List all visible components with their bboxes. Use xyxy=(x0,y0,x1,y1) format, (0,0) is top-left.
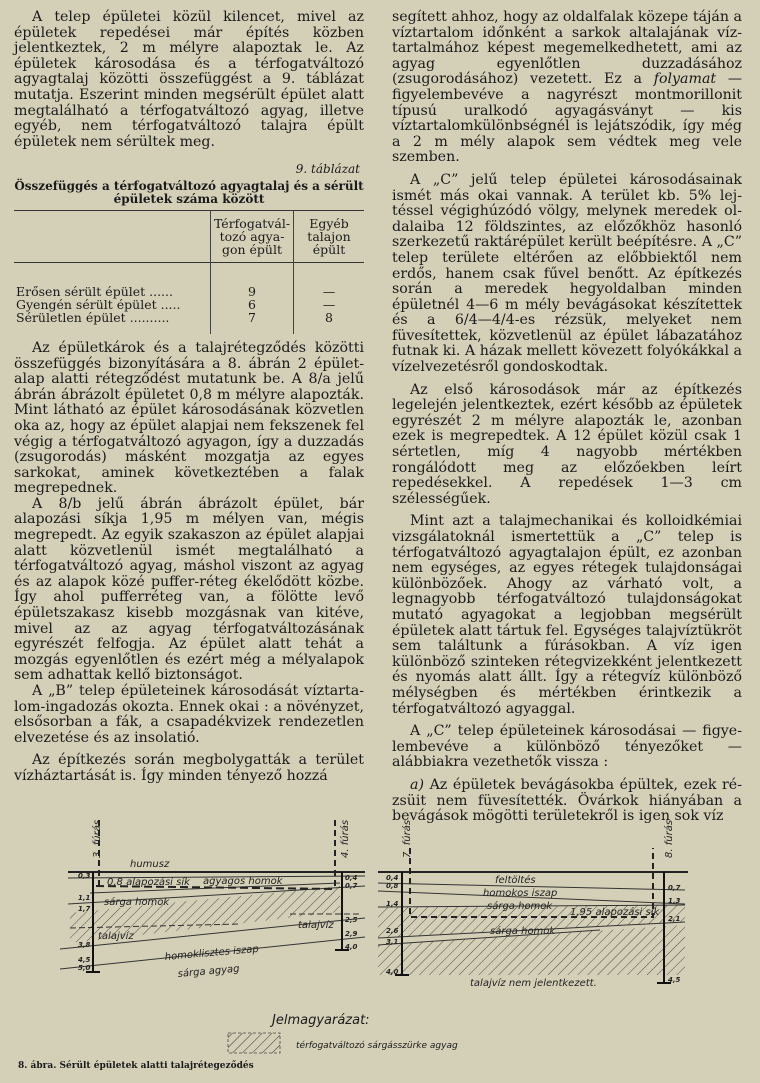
text-run: — figyelembevéve a nagyrészt montmorillonit típusú uralkodó agyagásványt — kis víztartalomkülönbségnél is lejátszódik, így még a 2 m mély alapok sem védtek meg vele szemben. xyxy=(392,71,743,166)
legend-title: Jelmagyarázat: xyxy=(272,1013,370,1028)
text-run: segített ahhoz, hogy az oldalfalak közepe táján a víztartalom időnként a sarkok altalajának víztartalmához képest megemelkedhetett, ami az agyag egyenlőtlen duzzadásához (zsugorodásához) vezetett. Ez a xyxy=(392,9,742,88)
row-label: Gyengén sérült épület ..... xyxy=(14,298,211,311)
paragraph: Mint azt a talajmechanikai és kolloidkémiai vizsgálatoknál ismertettük a „C” telep is térfogatváltozó agyagtalajon épült, ez azonban nem egységes, az egyes rétegek tulajdonságai különbözőek. Ahogy az várható volt, a legnagyobb térfogatváltozó tulajdonságokat mutató agyagokat a legjobban megsérült épületek alatt tártuk fel. Egységes talajvíztükröt sem találtunk a fúrásokban. A víz igen különböző szinteken rétegvizekként jelentkezett és nyomás alatt állt. Így a rétegvíz különböző mélységben és mértékben érintkezik a térfogatváltozó agyaggal. xyxy=(392,513,742,717)
table-row xyxy=(14,311,364,334)
layer-label: sárga homok xyxy=(490,926,556,937)
layer-label: feltöltés xyxy=(495,875,536,886)
paragraph: A „B” telep épületeinek károsodását víztartalom-ingadozás okozta. Ennek okai : a növényzet, elsősorban a fák, a csapadékvizek rendezetlen elvezetése és az insolatió. xyxy=(14,683,364,746)
depth-label: 3,1 xyxy=(386,938,399,946)
layer-label: talajvíz nem jelentkezett. xyxy=(470,978,597,989)
table-header: Térfogatváltozó agyagon épült xyxy=(211,210,294,262)
legend-item: térfogatváltozó sárgásszürke agyag xyxy=(296,1041,458,1051)
table-header xyxy=(14,210,211,262)
paragraph: Az építkezés során megbolygatták a terület vízháztartását is. Így minden tényező hozzá xyxy=(14,752,364,784)
left-profile xyxy=(60,820,365,980)
italic-text: folyamat xyxy=(653,71,717,88)
layer-label: 0,8 alapozási sík xyxy=(107,877,190,888)
cell-other: 8 xyxy=(325,309,333,325)
table-9 xyxy=(14,162,364,334)
paragraph: A „C” jelű telep épületei károsodásainak ismét más okai vannak. A terület kb. 5% lejtéssel végighúzódó völgy, melynek meredek oldalaiba 12 földszintes, az előzőkhöz hasonló szerkezetű raktárépület került beépítésre. A „C” telep területe eltérően az előbbiektől nem erdős, hanem csak fűvel benőtt. Az építkezés során a meredek hegyoldalban minden épületnél 4—6 m mély bevágásokat készítettek és a 6/4—4/4-es rézsük, melyeket nem füvesítettek, közvetlenül az épület lábazatához futnak ki. A házak mellett kövezett folyókákkal a vízelvezetésről gondoskodtak. xyxy=(392,171,743,376)
depth-label: 4,5 xyxy=(78,956,91,964)
depth-label: 4,0 xyxy=(345,943,358,951)
depth-label: 1,7 xyxy=(78,905,91,913)
depth-label: 2,1 xyxy=(668,915,681,923)
depth-label: 5,0 xyxy=(78,964,91,972)
paragraph: Az épületkárok és a talajrétegződés közötti összefüggés bizonyítására a 8. ábrán 2 épületalap alatti rétegződést mutatunk be. A 8/a jelű ábrán ábrázolt épületet 0,8 m mélyre alapozták. Mint látható az épület károsodásának közvetlen oka az, hogy az épület alapjai nem fekszenek fel végig a térfogatváltozó agyagon, így a duzzadás (zsugorodás) másként mozgatja az egyes sarkokat, aminek következtében a falak megrepednek. xyxy=(14,339,364,497)
depth-label: 1,3 xyxy=(668,897,681,905)
paragraph: Az első károsodások már az építkezés legelején jelentkeztek, ezért később az épületek egyrészét 2 m mélyre alapozták le, azonban ezek is megrepedtek. A 12 épület közül csak 1 sértetlen, míg 4 nagyobb mértékben rongálódott meg az előzőekben leírt repedésekkel. A repedések 1—3 cm szélességűek. xyxy=(392,381,742,507)
row-label: Erősen sérült épület ...... xyxy=(14,262,211,298)
depth-label: 4,5 xyxy=(668,976,681,984)
cell-other: — xyxy=(322,296,336,312)
figure-8 xyxy=(0,800,760,1083)
cell-clay: 6 xyxy=(211,298,294,311)
paragraph: A „C” telep épületeinek károsodásai — figyelembevéve a különböző tényezőket — alábbiakra vezethetők vissza : xyxy=(392,723,742,771)
depth-label: 0,8 xyxy=(386,882,399,890)
paragraph: A telep épületei közül kilencet, mivel az épületek repedései már építés közben jelentkeztek, 2 m mélyre alapoztak le. Az épületek károsodása és a térfogatváltozó agyagtalaj közötti összefüggést a 9. táblázat mutatja. Eszerint minden megsérült épület alatt megtalálható a térfogatváltozó agyag, illetve egyéb, nem térfogatváltozó talajra épült épületek nem sérültek meg. xyxy=(14,9,364,150)
depth-label: 1,1 xyxy=(78,894,91,902)
table-row xyxy=(14,262,364,298)
borehole-label: 4. fúrás xyxy=(340,819,351,858)
figure-caption: 8. ábra. Sérült épületek alatti talajrétegeződés xyxy=(18,1061,254,1071)
borehole-label: 8. fúrás xyxy=(664,819,675,858)
row-label: Sérületlen épület .......... xyxy=(14,311,211,334)
borehole-label: 7. fúrás xyxy=(402,819,413,858)
depth-label: 2,6 xyxy=(386,927,399,935)
paragraph xyxy=(392,10,742,166)
layer-label: humusz xyxy=(130,859,170,870)
depth-label: 0,7 xyxy=(668,884,681,892)
layer-label: talajvíz xyxy=(98,931,134,942)
right-column xyxy=(392,10,742,825)
left-column xyxy=(14,10,364,785)
layer-label: agyagos homok xyxy=(203,876,283,887)
layer-label: sárga homok xyxy=(104,897,170,908)
layer-label: sárga agyag xyxy=(177,963,241,980)
depth-label: 0,4 xyxy=(345,874,358,882)
data-table xyxy=(14,210,364,334)
depth-label: 2,9 xyxy=(345,930,358,938)
paragraph: A 8/b jelű ábrán ábrázolt épület, bár alapozási síkja 1,95 m mélyen van, mégis megrepedt. Az egyik szakaszon az épület alapjai alatt közvetlenül ismét megtalálható a térfogatváltozó agyag, máshol viszont az agyag és az alapok közé puffer-réteg ékelődött közbe. Így ahol pufferréteg van, a fölötte levő épületszakasz kisebb mozgásnak van kitéve, mivel az az agyag térfogatváltozásának egyrészét felfogja. Az épület alatt tehát a mozgás egyenlőtlen és ezért még a mélyalapok sem adhattak kellő biztonságot. xyxy=(14,495,364,684)
depth-label: 3,8 xyxy=(78,941,91,949)
cell-other: — xyxy=(322,283,336,299)
cell-clay: 9 xyxy=(211,262,294,298)
table-row xyxy=(14,298,364,311)
layer-label: sárga homok xyxy=(487,901,553,912)
depth-label: 1,4 xyxy=(386,900,399,908)
layer-label: 1,95 alapozási sík xyxy=(570,907,660,918)
depth-label: 0,7 xyxy=(345,882,358,890)
table-title: Összefüggés a térfogatváltozó agyagtalaj és a sérült épületek száma között xyxy=(14,178,364,206)
text-run: Az épületek bevágásokba épültek, ezek rézsüit nem füvesítették. Övárkok hiányában a bevágások mögötti területekről is igen sok víz xyxy=(392,776,742,825)
depth-label: 0,4 xyxy=(386,874,399,882)
cell-clay: 7 xyxy=(211,311,294,334)
layer-label: talajvíz xyxy=(298,920,334,931)
table-header: Egyéb talajon épült xyxy=(307,215,351,257)
table-header-row xyxy=(14,210,364,262)
list-marker: a) xyxy=(410,776,424,793)
layer-label: homoklisztes iszap xyxy=(164,943,260,963)
depth-label: 2,5 xyxy=(345,916,358,924)
depth-label: 4,0 xyxy=(386,968,399,976)
legend-swatch-hatch xyxy=(228,1033,280,1053)
depth-label: 0,3 xyxy=(78,872,91,880)
right-profile xyxy=(378,820,688,989)
borehole-label: 3. fúrás xyxy=(92,819,103,858)
table-number: 9. táblázat xyxy=(295,162,360,177)
layer-label: homokos iszap xyxy=(483,888,558,899)
